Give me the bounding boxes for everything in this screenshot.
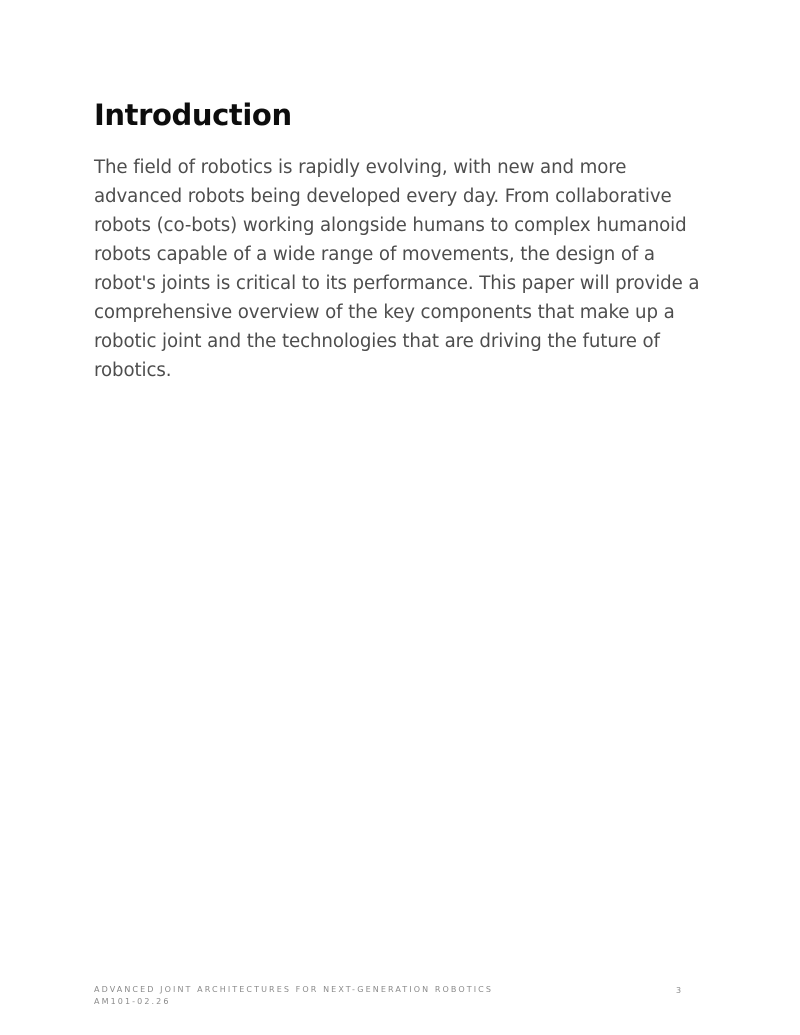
footer-document-title: ADVANCED JOINT ARCHITECTURES FOR NEXT-GENERATION ROBOTICS [94, 985, 494, 994]
page-number: 3 [676, 986, 682, 995]
page-footer [94, 984, 493, 1008]
footer-document-code: AM101-02.26 [94, 997, 171, 1006]
intro-paragraph: The field of robotics is rapidly evolving, with new and more advanced robots being developed every day. From collaborative robots (co-bots) working alongside humans to complex humanoid robots capable of a wide range of movements, the design of a robot's joints is critical to its performance. This paper will provide a comprehensive overview of the key components that make up a robotic joint and the technologies that are driving the future of robotics. [94, 157, 700, 381]
section-heading: Introduction [94, 98, 292, 132]
